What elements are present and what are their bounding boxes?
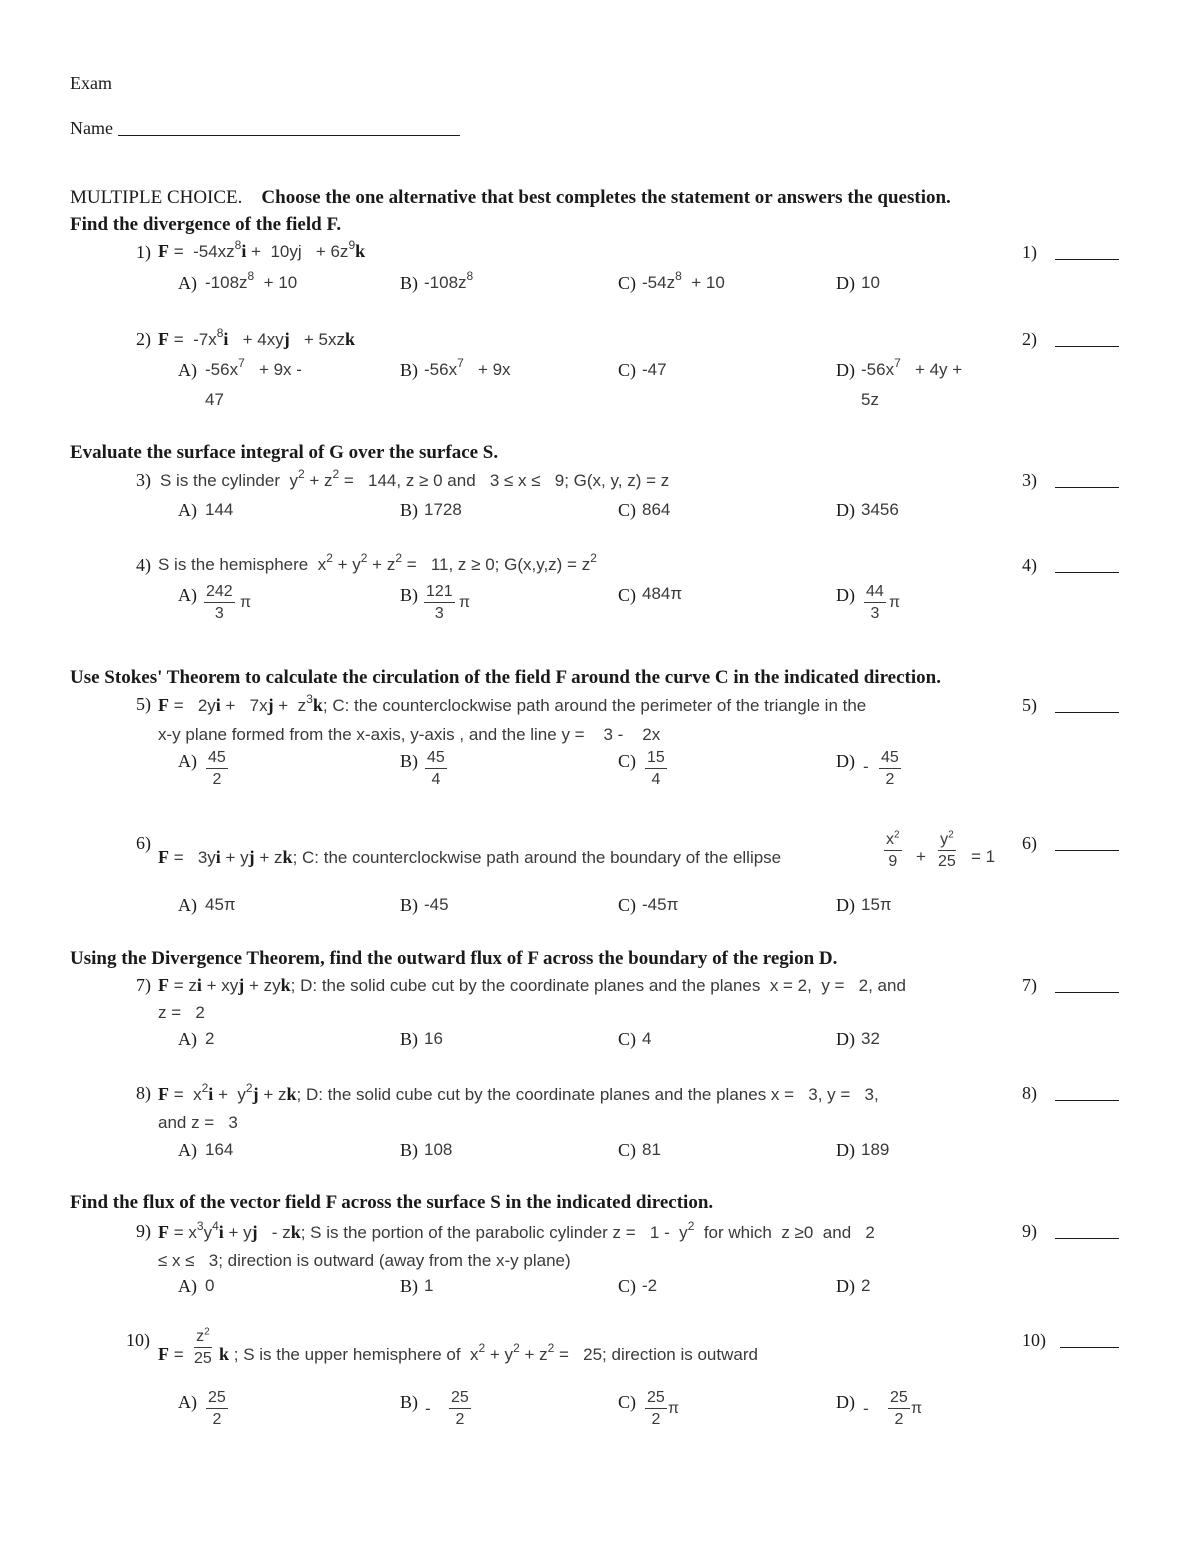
ellipse-equals: = 1: [971, 847, 996, 866]
question-number: 2): [136, 329, 151, 349]
option-c[interactable]: -47: [642, 360, 667, 379]
option-d[interactable]: 15π: [861, 895, 892, 914]
option-letter: A): [178, 500, 197, 520]
question-number: 8): [136, 1083, 151, 1103]
option-d[interactable]: 189: [861, 1140, 890, 1159]
question-2-field: $F = -7x^8i + 4xyj + 5xzk$: [158, 326, 355, 349]
option-letter: A): [178, 360, 197, 380]
section-heading-flux: Find the flux of the vector field F across the surface S in the indicated direction.: [70, 1192, 714, 1213]
option-letter: C): [618, 360, 636, 380]
option-b-fraction[interactable]: $\frac{45}{4}$: [427, 749, 445, 788]
answer-blank[interactable]: [1055, 1100, 1119, 1101]
option-b[interactable]: 108: [424, 1140, 453, 1159]
answer-label: 10): [1022, 1330, 1046, 1350]
question-8-text-line2: and z = 3: [158, 1113, 238, 1132]
option-letter: B): [400, 500, 418, 520]
option-letter: A): [178, 1140, 197, 1160]
option-a[interactable]: 0: [205, 1276, 215, 1295]
option-b[interactable]: $-108z^8$: [424, 269, 474, 292]
question-7-text-line2: z = 2: [158, 1003, 205, 1022]
option-letter: D): [836, 273, 855, 293]
option-c[interactable]: 864: [642, 500, 671, 519]
question-9-text-line2: ≤ x ≤ 3; direction is outward (away from the x-y plane): [158, 1251, 571, 1270]
question-number: 6): [136, 833, 151, 853]
pi-symbol: π: [668, 1400, 680, 1417]
pi-symbol: π: [911, 1400, 923, 1417]
section-heading-divergence-theorem: Using the Divergence Theorem, find the outward flux of F across the boundary of the region D.: [70, 948, 838, 969]
answer-label: 7): [1022, 975, 1037, 995]
pi-symbol: π: [240, 594, 252, 611]
answer-blank[interactable]: [1055, 992, 1119, 993]
option-letter: D): [836, 751, 855, 771]
field-label: F =: [158, 1344, 184, 1364]
minus-sign: -: [863, 1399, 869, 1418]
option-letter: B): [400, 1276, 418, 1296]
answer-label: 8): [1022, 1083, 1037, 1103]
option-letter: C): [618, 895, 636, 915]
answer-blank[interactable]: [1060, 1347, 1119, 1348]
question-1-field: $F = -54xz^8i + 10yj + 6z^9k$: [158, 238, 366, 261]
option-c[interactable]: -2: [642, 1276, 658, 1295]
answer-blank[interactable]: [1055, 850, 1119, 851]
option-letter: D): [836, 360, 855, 380]
option-a-fraction[interactable]: $\frac{25}{2}$: [208, 1389, 226, 1428]
ellipse-term-x: $\frac{x^2}{9}$: [886, 829, 900, 870]
answer-blank[interactable]: [1055, 487, 1119, 488]
instructions-text: Choose the one alternative that best completes the statement or answers the question.: [261, 187, 951, 208]
question-6-text: F = 3yi + yj + zk; C: the counterclockwise path around the boundary of the ellipse: [158, 847, 782, 867]
option-letter: C): [618, 751, 636, 771]
answer-label: 9): [1022, 1221, 1037, 1241]
option-c[interactable]: $-54z^8 + 10$: [642, 269, 725, 292]
option-letter: C): [618, 1392, 636, 1412]
option-d[interactable]: 10: [861, 273, 880, 292]
option-letter: D): [836, 1029, 855, 1049]
option-c[interactable]: 81: [642, 1140, 661, 1159]
option-a-fraction[interactable]: $\frac{45}{2}$: [208, 749, 226, 788]
option-letter: B): [400, 585, 418, 605]
question-number: 7): [136, 975, 151, 995]
answer-blank[interactable]: [1055, 346, 1119, 347]
option-letter: A): [178, 273, 197, 293]
answer-blank[interactable]: [1055, 712, 1119, 713]
option-a[interactable]: $-108z^8 + 10$: [205, 269, 298, 292]
minus-sign: -: [863, 757, 869, 776]
option-letter: D): [836, 500, 855, 520]
answer-label: 3): [1022, 470, 1037, 490]
option-b[interactable]: 16: [424, 1029, 443, 1048]
answer-label: 5): [1022, 695, 1037, 715]
option-d[interactable]: 3456: [861, 500, 899, 519]
option-letter: D): [836, 1140, 855, 1160]
question-7-text: F = zi + xyj + zyk; D: the solid cube cut by the coordinate planes and the planes x = 2, y = 2, and: [158, 975, 906, 995]
answer-blank[interactable]: [1055, 1238, 1119, 1239]
option-a[interactable]: $-56x^7$ + 9x -: [205, 356, 302, 379]
option-a-fraction[interactable]: $\frac{242}{3}$: [206, 583, 233, 622]
option-letter: B): [400, 1392, 418, 1412]
option-b[interactable]: 1728: [424, 500, 462, 519]
question-number: 5): [136, 694, 151, 714]
option-b[interactable]: -45: [424, 895, 449, 914]
option-d-fraction[interactable]: $\frac{45}{2}$: [881, 749, 899, 788]
option-letter: C): [618, 500, 636, 520]
option-letter: B): [400, 1029, 418, 1049]
section-heading-stokes: Use Stokes' Theorem to calculate the circulation of the field F around the curve C in the indicated direction.: [70, 667, 941, 688]
option-c[interactable]: 4: [642, 1029, 652, 1048]
question-number: 3): [136, 470, 151, 490]
option-letter: D): [836, 1392, 855, 1412]
option-c-fraction[interactable]: $\frac{15}{4}$: [647, 749, 665, 788]
question-4-text: S is the hemisphere $x^2 + y^2 + z^2 = 11$, z ≥ 0; $G(x,y,z) = z^2$: [158, 551, 597, 574]
question-8-text: $F = x^2i + y^2j$ + zk; D: the solid cube cut by the coordinate planes and the planes x = 3, y = 3,: [158, 1081, 879, 1104]
section-heading-divergence: Find the divergence of the field F.: [70, 214, 342, 235]
option-c-fraction[interactable]: $\frac{25}{2}$: [647, 1389, 665, 1428]
name-line[interactable]: [118, 135, 460, 136]
option-letter: B): [400, 360, 418, 380]
pi-symbol: π: [459, 594, 471, 611]
question-number: 9): [136, 1221, 151, 1241]
option-letter: B): [400, 895, 418, 915]
question-9-text: $F = x^3y^4i$ + yj - zk; S is the portion of the parabolic cylinder z = $1 - y^2$ for which z ≥0 and 2: [158, 1219, 875, 1242]
answer-label: 4): [1022, 555, 1037, 575]
field-symbol: F: [158, 241, 169, 261]
option-b[interactable]: $-56x^7$ + 9x: [424, 356, 511, 379]
option-b[interactable]: 1: [424, 1276, 434, 1295]
question-number: 10): [126, 1330, 150, 1350]
option-letter: A): [178, 1392, 197, 1412]
minus-sign: -: [425, 1399, 431, 1418]
exam-title: Exam: [70, 73, 112, 93]
ellipse-term-y: $\frac{y^2}{25}$: [938, 829, 956, 870]
option-letter: A): [178, 895, 197, 915]
option-d[interactable]: 2: [861, 1276, 871, 1295]
question-number: 4): [136, 555, 151, 575]
option-d-fraction[interactable]: $\frac{44}{3}$: [866, 583, 884, 622]
question-number: 1): [136, 242, 151, 262]
question-10-text: k ; S is the upper hemisphere of $x^2 + y^2 + z^2 = 25$; direction is outward: [219, 1341, 758, 1364]
answer-label: 1): [1022, 242, 1037, 262]
question-5-text: $F = 2yi + 7xj + z^3k$; C: the counterclockwise path around the perimeter of the triangle in the: [158, 692, 867, 715]
option-d-fraction[interactable]: $\frac{25}{2}$: [890, 1389, 908, 1428]
option-letter: D): [836, 1276, 855, 1296]
question-5-text-line2: x-y plane formed from the x-axis, y-axis , and the line y = 3 - 2x: [158, 725, 661, 744]
answer-blank[interactable]: [1055, 259, 1119, 260]
option-letter: A): [178, 585, 197, 605]
pi-symbol: π: [889, 594, 901, 611]
option-c[interactable]: 484π: [642, 584, 683, 603]
option-letter: C): [618, 585, 636, 605]
option-letter: C): [618, 1140, 636, 1160]
option-d[interactable]: $-56x^7$ + 4y +: [861, 356, 963, 379]
option-letter: C): [618, 1029, 636, 1049]
option-letter: D): [836, 895, 855, 915]
answer-label: 2): [1022, 329, 1037, 349]
instructions: [70, 188, 951, 207]
option-a[interactable]: 164: [205, 1140, 234, 1159]
question-3-text: S is the cylinder $y^2 + z^2 = 144$, z ≥ 0 and 3 ≤ x ≤ 9; G(x, y, z) = z: [160, 467, 670, 490]
option-b-fraction[interactable]: $\frac{25}{2}$: [451, 1389, 469, 1428]
option-d-continued: 5z: [861, 390, 879, 409]
option-letter: A): [178, 1276, 197, 1296]
answer-blank[interactable]: [1055, 572, 1119, 573]
plus-sign: +: [916, 847, 926, 866]
option-a[interactable]: 144: [205, 500, 234, 519]
answer-label: 6): [1022, 833, 1037, 853]
option-a[interactable]: 2: [205, 1029, 215, 1048]
option-letter: B): [400, 273, 418, 293]
option-a[interactable]: 45π: [205, 895, 236, 914]
option-letter: B): [400, 1140, 418, 1160]
option-a-continued: 47: [205, 390, 224, 409]
section-type: MULTIPLE CHOICE.: [70, 187, 243, 208]
option-letter: A): [178, 1029, 197, 1049]
name-label: Name: [70, 118, 113, 138]
option-c[interactable]: -45π: [642, 895, 679, 914]
option-letter: B): [400, 751, 418, 771]
option-letter: C): [618, 1276, 636, 1296]
option-letter: C): [618, 273, 636, 293]
option-letter: A): [178, 751, 197, 771]
option-letter: D): [836, 585, 855, 605]
option-b-fraction[interactable]: $\frac{121}{3}$: [426, 583, 453, 622]
option-d[interactable]: 32: [861, 1029, 880, 1048]
field-fraction: $\frac{z^2}{25}$: [194, 1326, 212, 1367]
section-heading-surface-integral: Evaluate the surface integral of G over the surface S.: [70, 442, 499, 463]
